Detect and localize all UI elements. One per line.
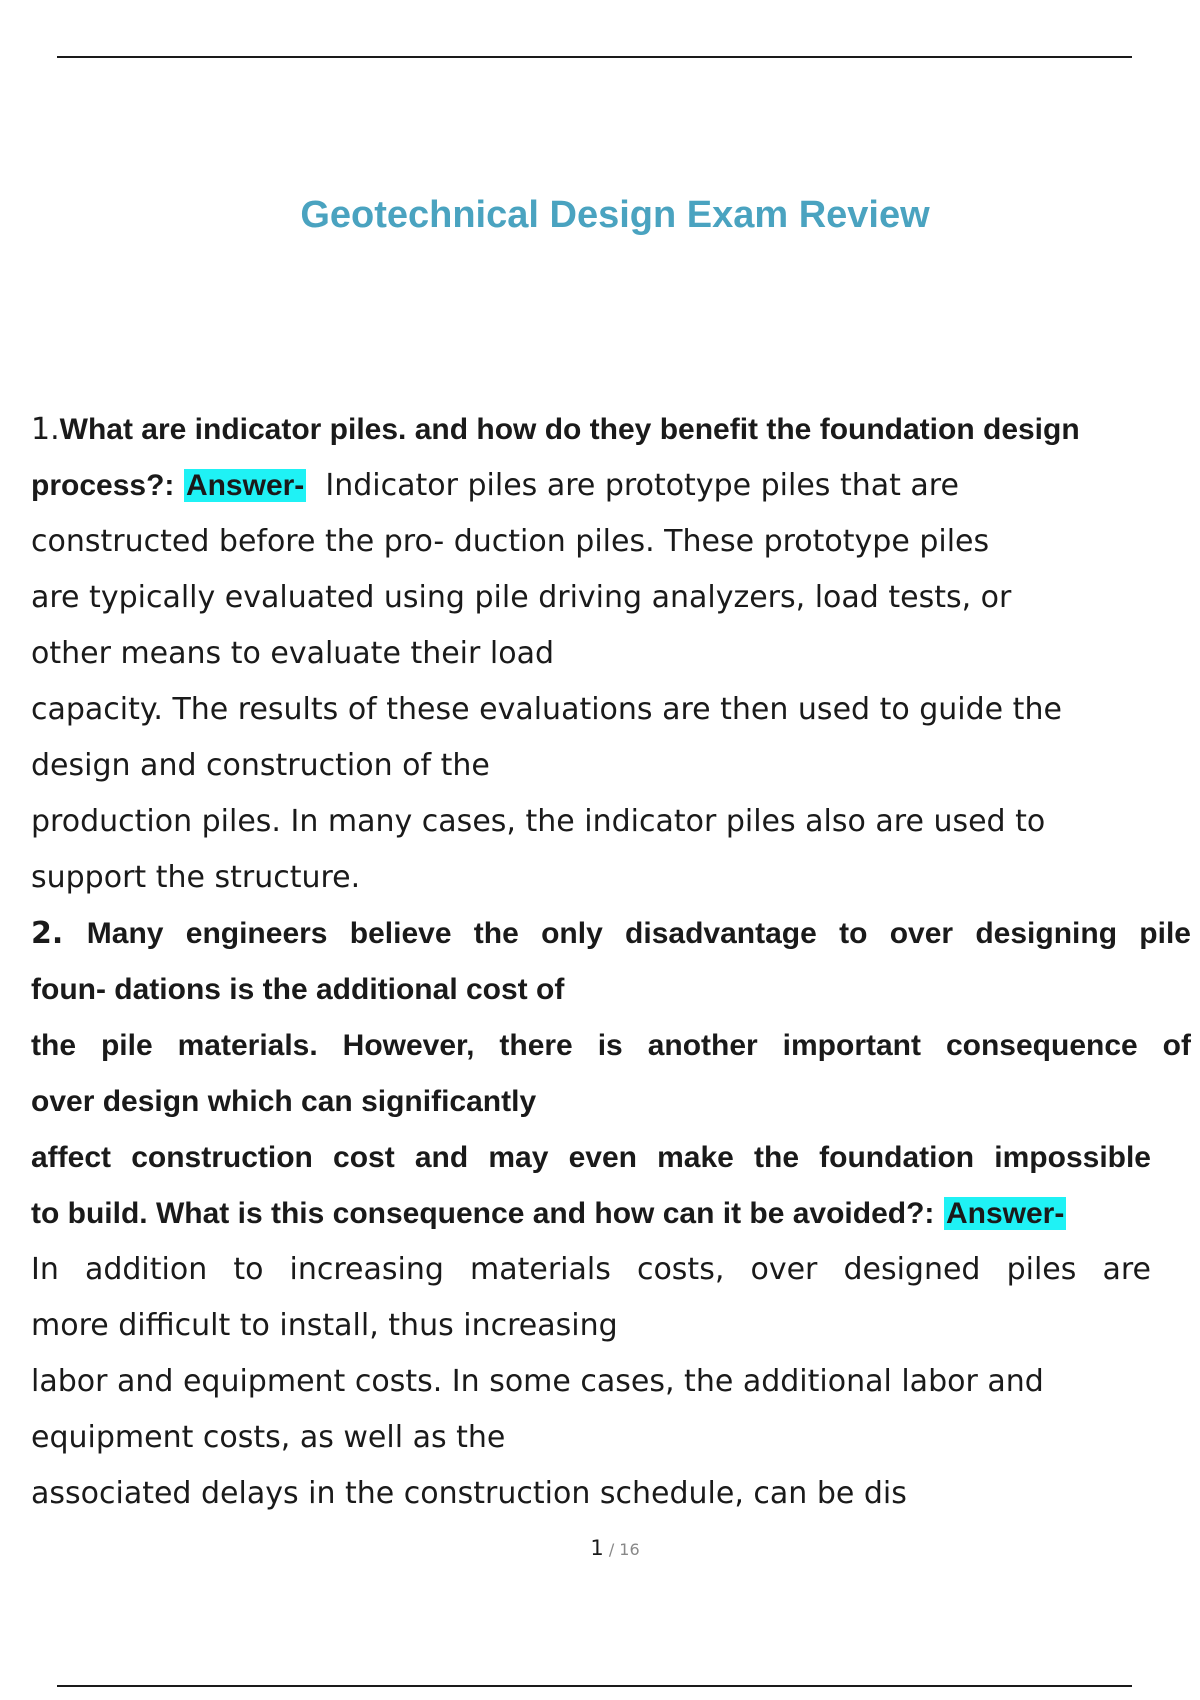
q2-question-line: foun- dations is the additional cost of [31,973,565,1006]
q1-answer-text: Indicator piles are prototype piles that are [325,468,959,503]
q2-answer-line: In addition to increasing materials costs, over designed piles are [31,1252,1151,1287]
page-indicator [0,1536,1200,1560]
q2-answer-line: associated delays in the construction schedule, can be dis [31,1476,907,1511]
q2-number: 2. [31,916,64,951]
q2-answer-label: Answer- [945,1197,1065,1230]
q1-answer-line: constructed before the pro- duction piles. These prototype piles [31,524,990,559]
current-page: 1 [590,1536,604,1560]
q2-answer-line: more difficult to install, thus increasing [31,1308,618,1343]
top-rule [57,56,1132,58]
q1-question-text: process?: [31,469,175,502]
document-title: Geotechnical Design Exam Review [300,194,930,236]
q1-answer-line: other means to evaluate their load [31,636,554,671]
q2-question-line: over design which can significantly [31,1085,537,1118]
q1-answer-line: production piles. In many cases, the indicator piles also are used to [31,804,1046,839]
bottom-rule [57,1685,1132,1687]
q1-line-2 [31,458,1191,514]
q2-question-text: to build. What is this consequence and how can it be avoided?: [31,1197,935,1230]
q2-question-line: the pile materials. However, there is another important consequence of [31,1029,1191,1062]
q2-question-line: affect construction cost and may even make the foundation impossible [31,1141,1151,1174]
q1-answer-line: design and construction of the [31,748,490,783]
q2-line-6 [31,1186,1191,1242]
q1-answer-line: support the structure. [31,860,361,895]
q2-question-text: Many engineers believe the only disadvantage to over designing pile [86,917,1191,950]
q1-line-1 [31,402,1191,458]
q2-answer-line: equipment costs, as well as the [31,1420,506,1455]
q1-question-text: What are indicator piles. and how do they benefit the foundation design [59,413,1080,446]
q1-number: 1. [31,412,60,447]
q1-answer-label: Answer- [185,469,305,502]
page-separator: / [608,1540,615,1559]
total-pages: 16 [619,1540,640,1559]
q2-answer-line: labor and equipment costs. In some cases, the additional labor and [31,1364,1044,1399]
q1-answer-line: capacity. The results of these evaluations are then used to guide the [31,692,1062,727]
q1-answer-line: are typically evaluated using pile driving analyzers, load tests, or [31,580,1012,615]
document-body [31,402,1191,1522]
q2-line-1 [31,906,1191,962]
